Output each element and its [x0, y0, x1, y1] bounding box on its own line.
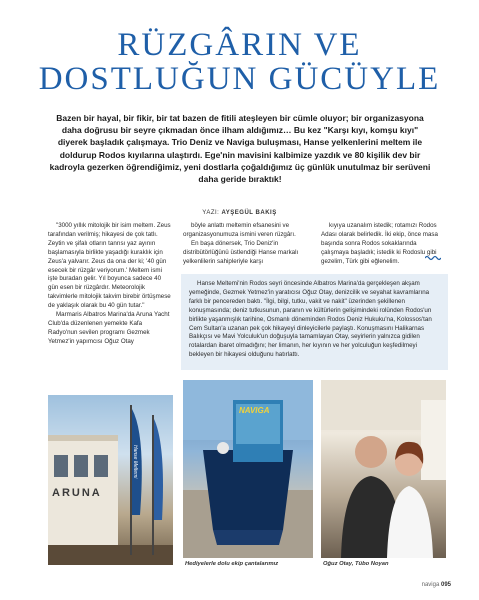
photo-gift-bags: [183, 380, 313, 558]
callout-text: Hanse Meltemi'nin Rodos seyri öncesinde Albatros Marina'da gerçekleşen akşam yemeğinde, Gezmek Yetmez'in yaratıcısı Oğuz Otay, denizcilik ve seyahat kavramlarına farklı bir pencereden baktı. "İlgi, bilgi, tutku, vakit ve nakit" üzerinden şekillenen konuşmasında; deniz tutkusunun, paranın ve kültürlerin gelişimindeki rolünden Rodos'un birlikte yaşanmışlık tarihine, Osmanlı döneminden Rodos Deniz Hukuku'na, Kolossos'tan Cem Sultan'a uzanan pek çok hikayeyi dinleyicilerle paylaştı. Konuşmasını Halikarnas Balıkçısı ve Mavi Yolculuk'un doğuşuyla tamamlayan Otay, seyirlerin yalnızca gidilen rotalardan ibaret olmadığını; her limanın, her kıyının ve her yolculuğun keşfedilmeyi bekleyen bir hikayesi olduğunu hatırlattı.: [189, 280, 432, 359]
body-paragraph: Marmaris Albatros Marina'da Aruna Yacht Club'da düzenlenen yemekte Kafa Radyo'nun sevilen programı Gezmek Yetmez'in yapımcısı Oğuz Otay: [48, 311, 170, 345]
photo-portrait-scene: [321, 380, 446, 558]
photo-aruna-yacht-club: [48, 395, 173, 565]
body-paragraph: kıyıya uzanalım istedik; rotamızı Rodos Adası olarak belirledik. İki ekip, önce masa başında sonra Rodos sokaklarında çalışmaya başladık; istedik ki Rodoslu gibi gezelim, Türk gibi eğlenelim.: [321, 222, 438, 265]
article-lead: Bazen bir hayal, bir fikir, bir tat bazen de fitili ateşleyen bir cümle oluyor; bir organizasyona daha doğrusu bir seyre çıkmadan önce ilham aldığımız… Bu kez "Karşı kıyı, komşu kıyı" diyerek başladık çalışmaya. Trio Deniz ve Naviga buluşması, Hanse yelkenlerini meltem ile doldurup Rodos kıyılarına ulaştırdı. Ege'nin mavisini kalbimize yazdık ve 80 kişilik dev bir kadroyla gezerken öğrendiğimiz, yeni dostlarla çoğaldığımız üç günlük unutulmaz bir serüveni daha geride bıraktık!: [49, 113, 431, 185]
body-paragraph: En başa dönersek, Trio Deniz'in distribütörlüğünü üstlendiği Hanse markalı yelkenlilerin sahipleriyle karşı: [183, 239, 299, 265]
caption-portrait: Oğuz Otay, Tübo Noyan: [323, 561, 389, 567]
body-column-2: [183, 222, 315, 267]
page-footer: [422, 582, 451, 588]
photo-aruna-scene: [48, 395, 173, 565]
byline: [0, 210, 479, 216]
photo-magazine-title: NAVIGA: [239, 406, 270, 415]
footer-page-number: 095: [440, 582, 451, 588]
byline-author: AYŞEGÜL BAKIŞ: [221, 210, 277, 216]
photo-portrait: [321, 380, 446, 558]
wave-icon: [425, 255, 441, 261]
body-paragraph: "3000 yıllık mitolojik bir isim meltem. Zeus tarafından verilmiş; hikayesi de çok tatlı. Zeytin ve şifalı otların tanrısı yaz ayının başlamasıyla birlikte yaşadığı kuraklık için Zeus'a yalvarır. Zeus da ona der ki; '40 gün esecek bir rüzgâr veriyorum.' Meltem ismi işte buradan gelir. Yıl boyunca sadece 40 gün esen bir rüzgârdır. Meteorolojik takvimlerle mitolojik takvim birebir örtüşmese de yaklaşık olarak bu 40 gün tutar.": [48, 222, 171, 310]
footer-magazine: naviga: [421, 582, 440, 588]
photo-sign-text: ARUNA: [52, 487, 102, 499]
byline-label: YAZI:: [202, 210, 220, 216]
article-title-line2: DOSTLUĞUN GÜCÜYLE: [38, 61, 441, 97]
body-paragraph: böyle anlattı meltemin efsanesini ve organizasyonumuza ismini veren rüzgârı.: [183, 222, 296, 238]
article-title-line1: RÜZGÂRIN VE: [117, 27, 362, 63]
photo-flag-text: Hanse Meltemi: [132, 445, 138, 479]
body-column-1: [48, 222, 172, 347]
callout-box: [181, 274, 448, 370]
body-column-3: [321, 222, 439, 267]
caption-gift-bags: Hediyelerle dolu ekip çantalarımız: [185, 561, 279, 567]
